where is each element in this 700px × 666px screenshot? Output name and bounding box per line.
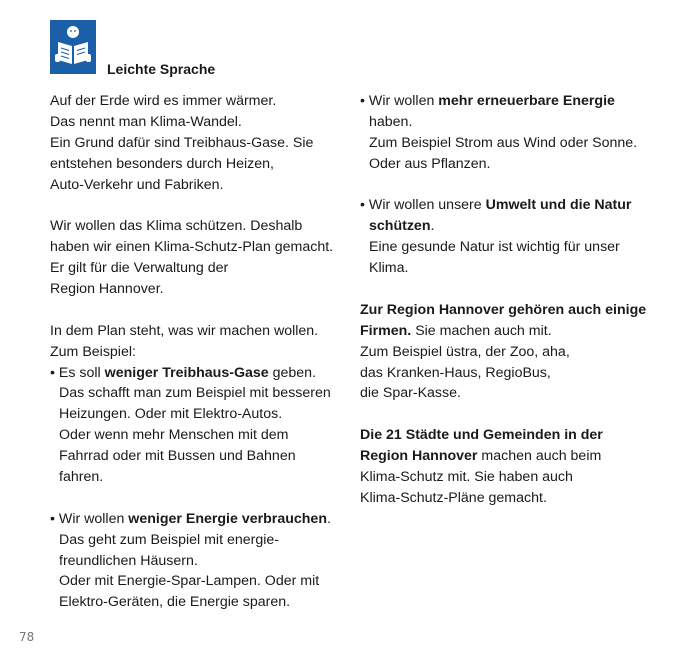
text-line: Das schafft man zum Beispiel mit besseren [59, 385, 331, 402]
text-line: Fahrrad oder mit Bussen und Bahnen [59, 448, 296, 465]
text-line: Auf der Erde wird es immer wärmer. [50, 93, 277, 109]
mixed-line [360, 321, 660, 342]
text-line: Er gilt für die Verwaltung der [50, 260, 229, 277]
cities-paragraph [360, 425, 660, 509]
text-line: Klima-Schutz-Pläne gemacht. [360, 489, 547, 506]
text-line: entstehen besonders durch Heizen, [50, 155, 274, 172]
text-span: machen auch beim [477, 448, 602, 465]
bold-text: Region Hannover [360, 448, 478, 465]
text-span: . [430, 218, 435, 235]
text-line: Das nennt man Klima-Wandel. [50, 113, 242, 130]
text-line: Ein Grund dafür sind Treibhaus-Gase. Sie [50, 134, 314, 151]
text-line: Oder aus Pflanzen. [369, 155, 491, 172]
bold-line: Die 21 Städte und Gemeinden in der [360, 427, 603, 444]
bullet-greenhouse-gases [50, 363, 345, 488]
easy-language-title: Leichte Sprache [107, 61, 216, 77]
text-line: Auto-Verkehr und Fabriken. [50, 176, 224, 193]
bold-text: Umwelt und die Natur [485, 197, 632, 214]
text-line: Klima. [369, 260, 409, 277]
easy-read-logo [50, 20, 96, 74]
bold-line: Zur Region Hannover gehören auch einige [360, 301, 647, 318]
plan-contents-paragraph [50, 321, 345, 363]
left-column [50, 91, 345, 613]
right-column [360, 91, 660, 509]
bullet-first-line [50, 363, 345, 384]
text-span: Wir wollen [58, 510, 129, 527]
text-span: geben. [268, 364, 317, 381]
firms-paragraph [360, 300, 660, 404]
text-line: Das geht zum Beispiel mit energie- [59, 531, 280, 548]
text-span: Sie machen auch mit. [411, 322, 552, 339]
text-line: Heizungen. Oder mit Elektro-Autos. [59, 406, 283, 423]
text-line: In dem Plan steht, was wir machen wollen. [50, 322, 319, 339]
intro-paragraph [50, 91, 345, 195]
text-span: Wir wollen unsere [368, 197, 486, 214]
text-line: fahren. [59, 469, 104, 486]
bullet-first-line [50, 509, 345, 530]
bold-text: schützen [369, 218, 431, 235]
text-line: Zum Beispiel Strom aus Wind oder Sonne. [369, 134, 638, 151]
text-span: . [327, 510, 331, 527]
mixed-line [360, 446, 660, 467]
bullet-marker: • [360, 93, 369, 109]
easy-read-icon [50, 20, 96, 74]
text-line: Zum Beispiel: [50, 343, 136, 360]
text-line: das Kranken-Haus, RegioBus, [360, 364, 551, 381]
bullet-protect-nature [360, 195, 660, 279]
text-line: Klima-Schutz mit. Sie haben auch [360, 469, 573, 486]
text-line: Oder mit Energie-Spar-Lampen. Oder mit [59, 573, 320, 590]
bullet-marker: • [50, 510, 59, 527]
text-line: haben. [369, 113, 413, 130]
text-line: Zum Beispiel üstra, der Zoo, aha, [360, 343, 570, 360]
text-line: Wir wollen das Klima schützen. Deshalb [50, 218, 303, 235]
bullet-marker: • [360, 197, 369, 214]
text-span: Wir wollen [368, 93, 439, 109]
text-line: haben wir einen Klima-Schutz-Plan gemacht. [50, 239, 334, 256]
text-line: freundlichen Häusern. [59, 552, 198, 569]
text-line: Oder wenn mehr Menschen mit dem [59, 427, 289, 444]
bullet-marker: • [50, 364, 59, 381]
bold-text: weniger Energie verbrauchen [128, 510, 327, 527]
bold-text: mehr erneuerbare Energie [438, 93, 615, 109]
bullet-first-line [360, 195, 660, 216]
text-line: die Spar-Kasse. [360, 385, 461, 402]
bold-text: Firmen. [360, 322, 412, 339]
text-line: Eine gesunde Natur ist wichtig für unser [369, 239, 620, 256]
climate-plan-paragraph [50, 216, 345, 300]
bullet-first-line [360, 91, 660, 112]
text-span: Es soll [58, 364, 105, 381]
bullet-second-line [360, 216, 660, 237]
bold-text: weniger Treibhaus-Gase [104, 364, 269, 381]
text-line: Region Hannover. [50, 281, 164, 298]
page-number: 78 [19, 630, 35, 644]
bullet-renewable-energy [360, 91, 660, 175]
text-line: Elektro-Geräten, die Energie sparen. [59, 594, 291, 611]
bullet-energy-consumption [50, 509, 345, 613]
